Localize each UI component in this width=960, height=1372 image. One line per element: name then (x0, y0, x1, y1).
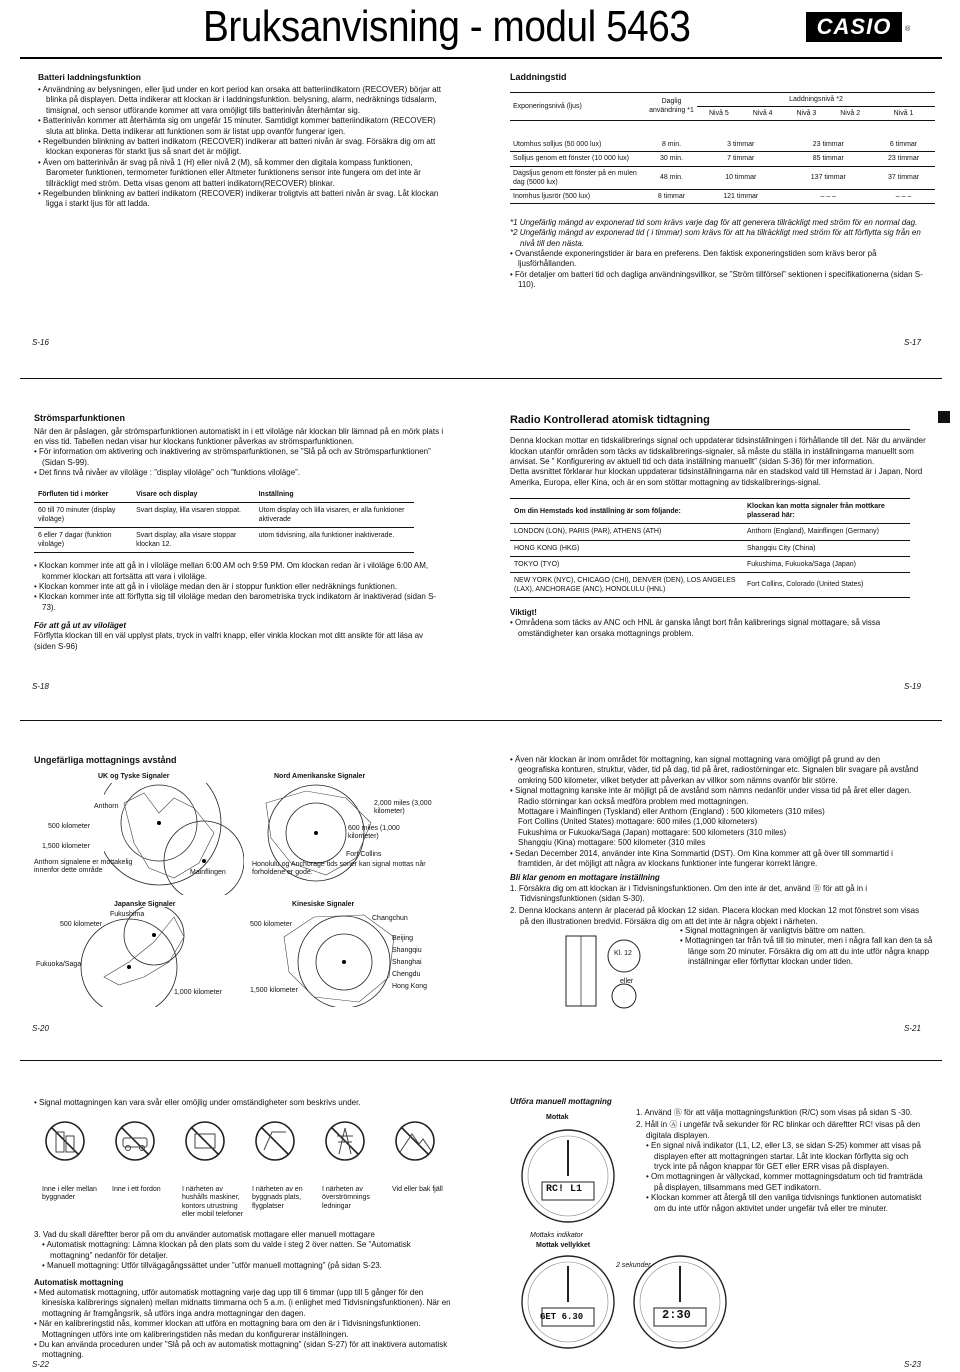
bullet: • För information om aktivering och inaktivering av strömsparfunktionen, se ”Slå på och av Strömsparfunktionen” (Sidan S-99). (34, 447, 444, 468)
cell: 7 timmar (697, 152, 785, 166)
page-number: S-23 (904, 1360, 921, 1369)
bullet: • Klockan kommer inte att gå in i viloläge mellan 6:00 AM och 9:59 PM. Om klockan redan är i viloläge 6:00 AM, kommer klockan att fortsätta att vara i viloläge. (34, 561, 444, 582)
table-header: Klockan kan motta signaler från mottkare plasserad här: (743, 499, 910, 524)
step: 3. Vad du skall däreftter beror på om du använder automatisk mottagare eller manuell mottagare (34, 1230, 375, 1239)
cell: Svart display, alla visare stoppar klockan 12. (132, 527, 255, 552)
cell: 37 timmar (872, 166, 935, 189)
map-label: Shanghai (392, 959, 422, 966)
table-row (34, 502, 414, 527)
bullet: • Klockan kommer inte att förflytta sig till viloläge medan den barometriska tryck indikatorn är inaktiverad (sidan S-73). (34, 592, 444, 613)
powerline-icon (322, 1120, 368, 1162)
section-heading: Strömsparfunktionen (34, 413, 126, 423)
registered-mark: ® (905, 26, 911, 33)
sub-text: Förflytta klockan till en väl upplyst plats, tryck in valfri knapp, eller vinkla klockan mot ditt ansikte för att läsa av (siden S-96) (34, 631, 424, 651)
icon-caption: Inne i eller mellan byggnader (42, 1186, 97, 1202)
section-heading: Radio Kontrollerad atomisk tidtagning (510, 414, 710, 426)
obstacle-icons (42, 1120, 442, 1228)
map-label: Shangqiu (392, 947, 422, 954)
table-row (510, 138, 935, 152)
rc-display: RC! L1 (546, 1184, 583, 1195)
cell: 23 timmar (785, 138, 873, 152)
cell: HONG KONG (HKG) (510, 540, 743, 556)
bullet: • Även när klockan är inom området för mottagning, kan signal mottagning vara omöjligt på grund av den geografiska konturen, struktur, väder, tid på dag, tid på året, radiostörningar etc. Signalen blir svagare på avstånd omkring 500 kilometer, vilket betyder att påverkan av villkor som nämns ovanför blir större. (510, 755, 922, 786)
cell: Utomhus solljus (50 000 lux) (510, 138, 646, 152)
table-row (510, 524, 910, 540)
distance-line: Mottagare i Mainflingen (Tyskland) eller Anthorn (England) : 500 kilometers (310 miles) (518, 806, 825, 816)
page-number: S-21 (904, 1024, 921, 1033)
table-header: Visare och display (132, 487, 255, 503)
map-label: Mainflingen (190, 869, 226, 876)
col-level: Laddningsnivå *2 (697, 92, 935, 106)
reception-tips (680, 926, 940, 968)
bullet: • Användning av belysningen, eller ljud under en kort period kan orsaka att batteriindikatorn (RECOVER) börjar att blinka på displayen. Detta indikerar att klockan är i laddningsfunktion. belysning, alarm, nedräknings tidsalarm, timsignal, och sensor utförande kommer att vara omöjligt tills batterinivån återhämtar sig. (38, 85, 450, 116)
cell: 8 min. (646, 138, 697, 152)
bullet: • Automatisk mottagning: Lämna klockan på den plats som du valde i steg 2 över natten. Se ”Automatisk mottagning” nedanför för detaljer. (42, 1240, 454, 1261)
bullet: • Det finns två nivåer av viloläge : ”display viloläge” och ”funktions viloläge”. (34, 468, 444, 478)
cell: Solljus genom ett fönster (10 000 lux) (510, 152, 646, 166)
table-header: Förfluten tid i mörker (34, 487, 132, 503)
get-display: GET 6.30 (540, 1312, 584, 1322)
cell: 10 timmar (697, 166, 785, 189)
map-title: UK og Tyske Signaler (98, 773, 170, 780)
watch-face-time (628, 1252, 732, 1354)
building-icon (42, 1120, 88, 1162)
bullet: • Om mottagningen är vällyckad, kommer mottagningsdatum och tid framträda på displayen, tillsammans med GET indikatorn. (646, 1172, 926, 1193)
cell: Utom display och lilla visaren, er alla funktioner aktiverade (255, 502, 414, 527)
bullet: • Signal mottagningen är vanligtvis bättre om natten. (680, 926, 940, 936)
distance-line: Fukushima or Fukuoka/Saga (Japan) mottagare: 500 kilometers (310 miles) (518, 827, 787, 837)
divider (20, 1060, 942, 1061)
watch-face-success (516, 1252, 620, 1354)
map-title: Japanske Signaler (114, 901, 176, 908)
tab-marker (938, 411, 950, 423)
section-manual-reception (636, 1108, 926, 1214)
table-row (510, 166, 935, 189)
cell: 48 min. (646, 166, 697, 189)
mountain-icon (392, 1120, 438, 1162)
map-label: Chengdu (392, 971, 421, 978)
cell: 8 timmar (646, 189, 697, 203)
city-table (510, 498, 910, 598)
bullet: • Regelbunden blinkning av batteri indikatorn (RECOVER) indikerar troligtvis att batteri nivån är svag. Låt klockan ligga i starkt ljus för att ladda. (38, 189, 450, 210)
europe-map (104, 783, 244, 895)
page-number: S-19 (904, 682, 921, 691)
level-5: Nivå 5 (697, 106, 741, 120)
table-row (510, 556, 910, 572)
construction-icon (252, 1120, 298, 1162)
cell: 60 till 70 minuter (display viloläge) (34, 502, 132, 527)
cell: Svart display, lilla visaren stoppat. (132, 502, 255, 527)
table-row (510, 152, 935, 166)
table-row (510, 189, 935, 203)
section-reception-distance (34, 755, 454, 1015)
step: 1. Försäkra dig om att klockan är i Tidvisningsfunktionen. Om den inte är det, använd Ⓑ för att gå in i Tidvisningsfunktionen (sidan S-30). (510, 883, 868, 904)
page-number: S-16 (32, 338, 49, 347)
vehicle-icon (112, 1120, 158, 1162)
bullet: • Signal mottagning kanske inte är möjligt på de avstånd som nämns nedanför under vissa tid på året eller dagen. Radio störningar kan också medföra problem med mottagningen. (510, 786, 922, 807)
level-3: Nivå 3 (785, 106, 829, 120)
cell: 121 timmar (697, 189, 785, 203)
distance-line: Fort Collins (United States) mottagare: 600 miles (1,000 kilometers) (518, 817, 758, 827)
charging-table (510, 92, 935, 204)
cell: utom tidvisning, alla funktioner inaktiverade. (255, 527, 414, 552)
map-label: Fort Collins (346, 851, 382, 858)
page-number: S-18 (32, 682, 49, 691)
window-placement-diagram (560, 930, 680, 1012)
level-2: Nivå 2 (828, 106, 872, 120)
appliance-icon (182, 1120, 228, 1162)
cell: 23 timmar (872, 152, 935, 166)
cell: – – – (785, 189, 873, 203)
table-row (34, 527, 414, 552)
header-rule (20, 57, 942, 59)
cell: 85 timmar (785, 152, 873, 166)
icon-caption: I närheten av överströmnings ledningar (322, 1186, 370, 1210)
step: 2. Håll in Ⓐ i ungefär två sekunder för RC blinkar och däreftter RC! visas på den digitala displayen. (636, 1120, 921, 1140)
section-heading: Batteri laddningsfunktion (38, 72, 141, 82)
cell: LONDON (LON), PARIS (PAR), ATHENS (ATH) (510, 524, 743, 540)
indicator-label: Mottaks indikator (530, 1232, 583, 1239)
bullet: • Klockan kommer att återgå till den vanliga tidvisnings funktionen automatiskt om du inte utför någon aktivitet under ungefär två eller tre minuter. (646, 1193, 926, 1214)
footnote: *1 Ungefärlig mängd av exponerad tid som krävs varje dag för att generera tillräckligt med ström för en normal dag. (510, 217, 918, 227)
bullet: • Signal mottagningen kan vara svår eller omöjlig under omständigheter som beskrivs under. (34, 1098, 474, 1108)
section-battery-charging (38, 72, 450, 210)
icon-caption: Vid eller bak fjäll (392, 1186, 443, 1193)
map-title: Nord Amerikanske Signaler (274, 773, 366, 780)
or-label: eller (620, 978, 634, 985)
section-automatic-reception (34, 1230, 454, 1361)
map-label: Beijing (392, 935, 414, 942)
map-label: Fukushima (110, 911, 145, 918)
important-heading: Viktigt! (510, 607, 537, 617)
bullet: • Även om batterinivån är svag på nivå 1 (H) eller nivå 2 (M), så kommer den digitala kompass funktionen, Barometer funktionen, termometer funktionen eller Altmeter funktionens sensor inte fungera om det inte är tillräckligt med ström. Detta visas genom att batteri indikatorn(RECOVER) blinkar. (38, 158, 450, 189)
map-label: 2,000 miles (3,000 kilometer) (374, 800, 432, 816)
bullet: • Ovanstående exponeringstider är bara en preferens. Den faktisk exponeringstiden som krävs beror på ljusförhållanden. (510, 249, 935, 270)
bullet: • Manuell mottagning: Utför tillvägagångssättet under ”utför manuell mottagning” (på sidan S-23. (42, 1261, 454, 1271)
paragraph: Denna klockan mottar en tidskalibrerings signal och uppdaterar tidsinställningen i förhållande till det. När du använder klockan utanför områden som täcks av tidskalibrerings-signaler, så måste du ställa in inställningarna manuellt som anvisat. Se ” Konfigurering av aktuell tid och data inställning manuellt” (sidan S-36) för mer information. (510, 436, 926, 467)
page-number: S-20 (32, 1024, 49, 1033)
step: 1. Använd Ⓑ för att välja mottagningsfunktion (R/C) som visas på sidan S -30. (636, 1108, 913, 1117)
map-label: Honolulu og Anchorage tids soner kan signal mottas når forholdene er gode. (252, 861, 426, 877)
time-display: 2:30 (662, 1308, 691, 1322)
watch-face-receiving (516, 1126, 620, 1228)
cell: – – – (872, 189, 935, 203)
map-title: Kinesiske Signaler (292, 901, 355, 908)
distance-line: Shangqiu (Kina) mottagare: 500 kilometer (310 miles (518, 838, 706, 848)
map-label: 1,500 kilometer (250, 987, 298, 994)
cell: Dagsljus genom ett fönster på en mulen dag (5000 lux) (510, 166, 646, 189)
page-header (0, 0, 960, 58)
map-label: Fukuoka/Saga (36, 961, 82, 968)
map-label: 500 kilometer (60, 921, 103, 928)
cell: 30 min. (646, 152, 697, 166)
cell: 137 timmar (785, 166, 873, 189)
bullet: • En signal nivå indikator (L1, L2, eller L3, se sidan S-25) kommer att visas på displayen efter att mottagningen startar. Låt inte klockan förflytta sig och tryck inte på någon knappar för GET eller ERR visas på displayen. (646, 1141, 926, 1172)
cell: Inomhus ljusrör (500 lux) (510, 189, 646, 203)
section-heading: Laddningstid (510, 72, 567, 82)
map-label: Hong Kong (392, 983, 428, 990)
footnote: *2 Ungefärlig mängd av exponerad tid ( i timmar) som krävs för att ha tillräckligt med ström för att förflytta sig från en nivå till den nästa. (510, 228, 921, 248)
intro-text: När den är påslagen, går strömsparfunktionen automatiskt in i ett viloläge när klockan blir lämnad på en mörk plats i en viss tid. Tabellen nedan visar hur klockans funktioner påverkas av strömsparfunktionen. (34, 426, 444, 447)
bullet: • Mottagningen tar från två till tio minuter, men i några fall kan den ta så länge som 20 minuter. Försäkra dig om att du inte utför några knapp inställningar eller förflyttar klockan under tiden. (680, 936, 940, 967)
table-row (510, 572, 910, 597)
section-difficult-reception (34, 1098, 474, 1108)
table-row (510, 540, 910, 556)
power-saving-table (34, 487, 414, 553)
section-reception-conditions (510, 755, 922, 927)
bullet: • När en kalibreringstid nås, kommer klockan att utföra en mottagning bara om den är i Tidvisningsfunktionen. Mottagningen utförs inte om kalibreringstiden nås medan du konfigurerar inställningen. (34, 1319, 454, 1340)
paragraph: Detta avsnittet förklarar hur klockan uppdaterar tidsinställningarna när en stadskod vald till Hemstad är i Japan, Nord Amerika, Europa, eller Kina, och är en som stöttar mottagning av tidskalibrerings-signal. (510, 467, 923, 487)
cell: Shangqiu City (China) (743, 540, 910, 556)
bullet: • Du kan använda proceduren under ”Slå på och av automatisk mottagning” (sidan S-27) för att inaktivera automatisk mottagning. (34, 1340, 454, 1361)
divider (20, 378, 942, 379)
cell: Fukushima, Fukuoka/Saga (Japan) (743, 556, 910, 572)
bullet: • Batterinivån kommer att återhämta sig om ungefär 15 minuter. Samtidigt kommer batteriindikatorn (RECOVER) sluta att blinka. Detta indikerar att funktionen som är listat upp ovanför fungerar igen. (38, 116, 450, 137)
bullet: • För detaljer om batteri tid och dagliga användningsvillkor, se ”Ström tillförsel” sektionen i specifikationerna (sidan S-110). (510, 270, 935, 291)
section-heading: Utföra manuell mottagning (510, 1097, 612, 1106)
casio-logo: CASIO (806, 12, 902, 42)
subheading: För att gå ut av viloläget (34, 621, 127, 631)
section-charging-time (510, 72, 935, 291)
map-label: 600 miles (1,000 kilometer) (348, 825, 400, 841)
level-4: Nivå 4 (741, 106, 785, 120)
bullet: • Regelbunden blinkning av batteri indikatorn (RECOVER) indikerar att batteri nivån är svag. Försäkra dig om att klockan exponeras för starkt ljus så snart det är möjligt. (38, 137, 450, 158)
map-label: Changchun (372, 915, 408, 922)
icon-caption: I närheten av hushålls maskiner, kontors utrustning eller mobil telefoner (182, 1186, 244, 1219)
section-power-saving (34, 413, 444, 652)
seconds-label: 2 sekunder (616, 1262, 651, 1269)
subheading: Automatisk mottagning (34, 1277, 124, 1287)
table-header: Inställning (255, 487, 414, 503)
icon-caption: Inne i ett fordon (112, 1186, 161, 1193)
map-label: 500 kilometer (48, 823, 91, 830)
document-title: Bruksanvisning - modul 5463 (203, 2, 691, 51)
cell: NEW YORK (NYC), CHICAGO (CHI), DENVER (DEN), LOS ANGELES (LAX), ANCHORAGE (ANC), HONOLULU (HNL) (510, 572, 743, 597)
bullet: • Områdena som täcks av ANC och HNL är ganska långt bort från kalibrerings signal mottagare, så vissa omständigheter kan orsaka mottagnings problem. (510, 618, 928, 639)
step: 2. Denna klockans antenn är placerad på klockan 12 sidan. Placera klockan med klockan 12 mot fönstret som visas på den illustrationen bredvid. Försäkra dig om att det inte är några objekt i närheten. (510, 906, 920, 926)
map-label: 500 kilometer (250, 921, 293, 928)
col-daily: Daglig användning *1 (646, 92, 697, 120)
map-label: Anthorn (94, 803, 119, 810)
subheading: Bli klar genom en mottagare inställning (510, 873, 660, 883)
cell: Fort Collins, Colorado (United States) (743, 572, 910, 597)
receiving-label: Mottak (546, 1114, 569, 1121)
cell: 3 timmar (697, 138, 785, 152)
cell: 6 timmar (872, 138, 935, 152)
divider (20, 720, 942, 721)
cell: 6 eller 7 dagar (funktion viloläge) (34, 527, 132, 552)
section-heading: Ungefärliga mottagnings avstånd (34, 755, 177, 765)
bullet: • Sedan December 2014, använder inte Kina Sommartid (DST). Om Kina kommer att gå över till sommartid i framtiden, är det möjligt att några av klockans funktioner inte fungerar korrekt längre. (510, 849, 922, 870)
level-1: Nivå 1 (872, 106, 935, 120)
page-number: S-22 (32, 1360, 49, 1369)
map-label: 1,500 kilometer (42, 843, 90, 850)
cell: TOKYO (TYO) (510, 556, 743, 572)
table-header: Om din Hemstads kod inställning är som följande: (510, 499, 743, 524)
page-number: S-17 (904, 338, 921, 347)
icon-caption: I närheten av en byggnads plats, flygplatser (252, 1186, 303, 1210)
map-label: Anthorn signalene er mottakelig innenfor dette område (34, 859, 133, 875)
clock-label: Kl. 12 (614, 950, 632, 957)
col-exposure: Exponeringsnivå (ljus) (510, 92, 646, 120)
cell: Anthorn (England), Mainflingen (Germany) (743, 524, 910, 540)
map-label: 1,000 kilometer (174, 989, 222, 996)
success-label: Mottak vellykket (536, 1242, 591, 1249)
bullet: • Klockan kommer inte att gå in i viloläge medan den är i stoppur funktion eller nedräknings funktionen. (34, 582, 444, 592)
bullet: • Med automatisk mottagning, utför automatisk mottagning varje dag upp till 6 timmar (upp till 5 gånger för den kinesiska kalibrerings signalen) mellan midnatts timmarna och 5 a.m. (i enlighet med Tidvisningsfunktionen). När en mottagning är framgångsrik, så utförs inga andra mottagningar den dagen. (34, 1288, 454, 1319)
section-radio-controlled (510, 413, 928, 639)
